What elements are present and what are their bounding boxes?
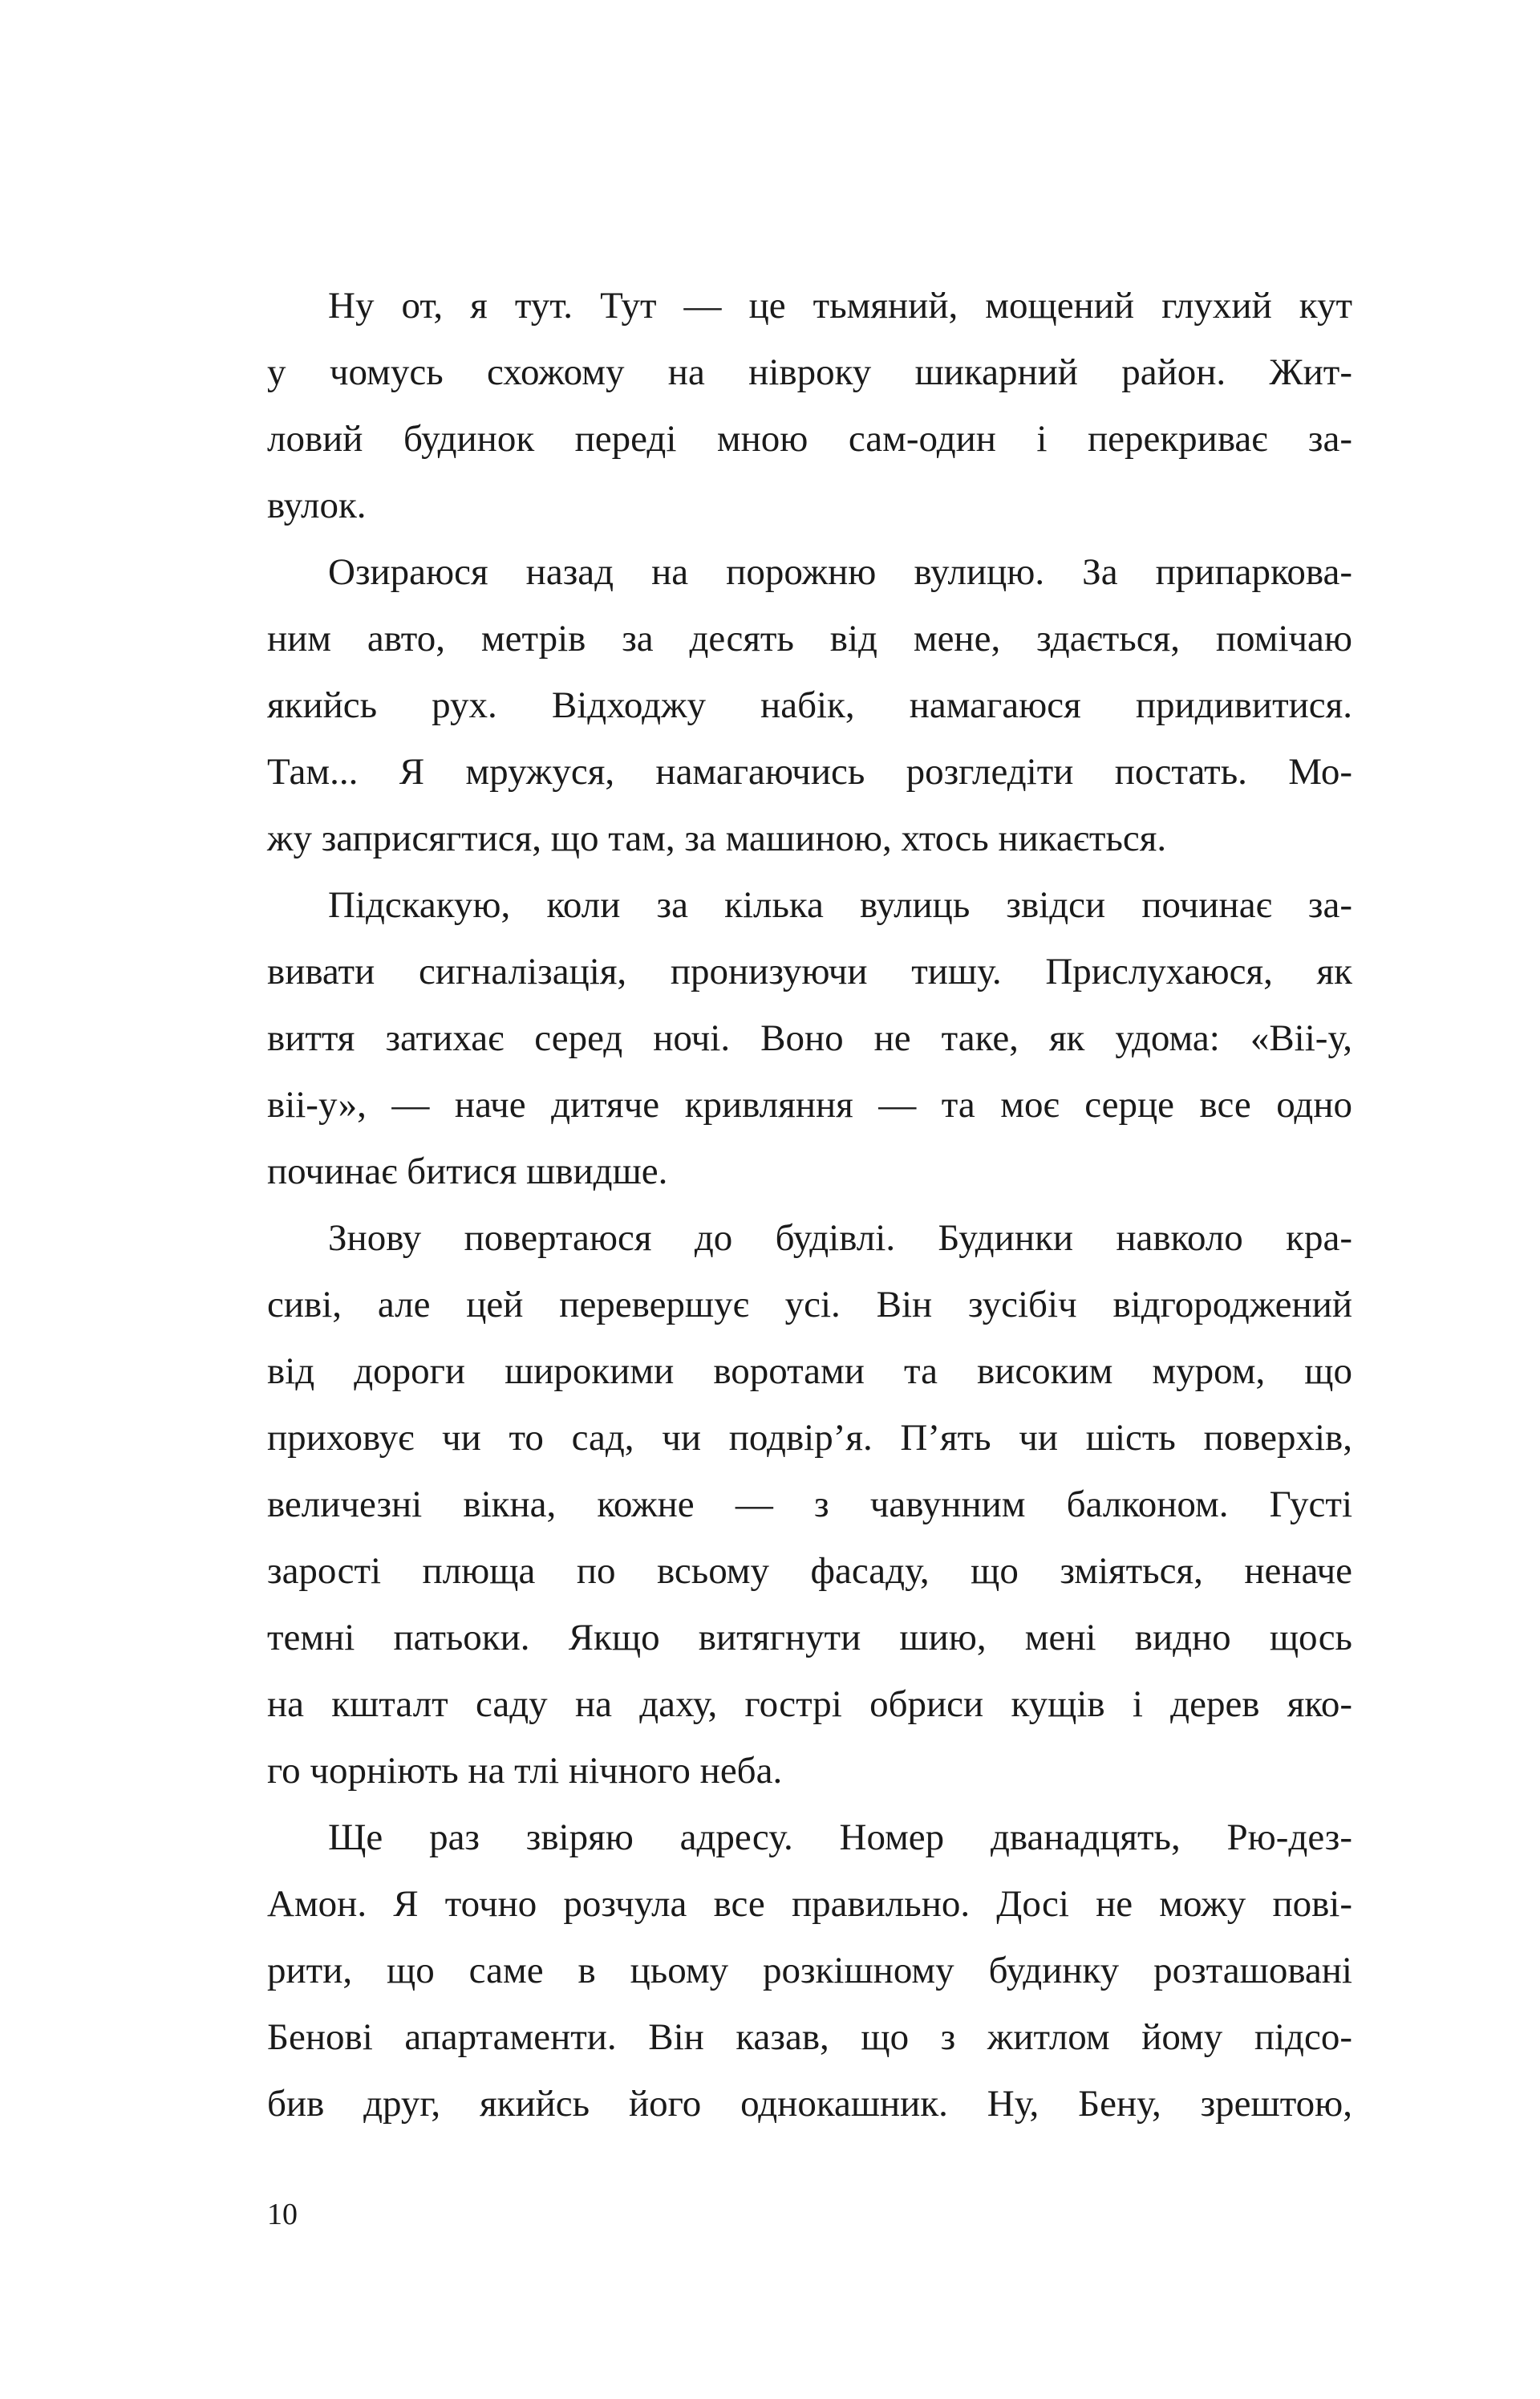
- text-line: у чомусь схожому на нівроку шикарний район. Жит-: [267, 351, 1352, 393]
- text-line: віі-у», — наче дитяче кривляння — та моє серце все одно: [267, 1084, 1352, 1126]
- text-line: виття затихає серед ночі. Воно не таке, як удома: «Віі-у,: [267, 1017, 1352, 1059]
- text-line: на кшталт саду на даху, гострі обриси кущів і дерев яко-: [267, 1683, 1352, 1725]
- text-line: бив друг, якийсь його однокашник. Ну, Бену, зрештою,: [267, 2083, 1352, 2125]
- text-line: сиві, але цей перевершує усі. Він зусібіч відгороджений: [267, 1284, 1352, 1325]
- text-line: рити, що саме в цьому розкішному будинку розташовані: [267, 1950, 1352, 1991]
- body-text: [267, 273, 1352, 2137]
- text-line: жу заприсягтися, що там, за машиною, хтось никається.: [267, 818, 1167, 859]
- text-line: від дороги широкими воротами та високим муром, що: [267, 1350, 1352, 1392]
- text-line: якийсь рух. Відходжу набік, намагаюся придивитися.: [267, 684, 1352, 726]
- text-line: починає битися швидше.: [267, 1151, 668, 1192]
- text-line: Амон. Я точно розчула все правильно. Досі не можу пові-: [267, 1883, 1352, 1925]
- text-line: темні патьоки. Якщо витягнути шию, мені видно щось: [267, 1617, 1352, 1658]
- text-line: вулок.: [267, 485, 367, 526]
- text-line: Ну от, я тут. Тут — це тьмяний, мощений глухий кут: [328, 285, 1352, 327]
- text-line: Підскакую, коли за кілька вулиць звідси починає за-: [328, 884, 1352, 926]
- text-line: Озираюся назад на порожню вулицю. За припаркова-: [328, 551, 1352, 593]
- text-line: ним авто, метрів за десять від мене, здається, помічаю: [267, 618, 1352, 660]
- text-line: Знову повертаюся до будівлі. Будинки навколо кра-: [328, 1217, 1352, 1259]
- text-line: ловий будинок переді мною сам-один і перекриває за-: [267, 418, 1352, 460]
- text-line: Ще раз звіряю адресу. Номер дванадцять, Рю-дез-: [328, 1817, 1352, 1858]
- text-line: Там... Я мружуся, намагаючись розгледіти постать. Мо-: [267, 751, 1352, 793]
- page-number: 10: [267, 2198, 298, 2231]
- text-line: Бенові апартаменти. Він казав, що з житлом йому підсо-: [267, 2016, 1352, 2058]
- text-line: приховує чи то сад, чи подвір’я. П’ять чи шість поверхів,: [267, 1417, 1352, 1459]
- text-line: вивати сигналізація, пронизуючи тишу. Прислухаюся, як: [267, 951, 1352, 992]
- text-line: зарості плюща по всьому фасаду, що зміяться, неначе: [267, 1550, 1352, 1592]
- text-line: величезні вікна, кожне — з чавунним балконом. Густі: [267, 1484, 1352, 1525]
- text-line: го чорніють на тлі нічного неба.: [267, 1750, 783, 1792]
